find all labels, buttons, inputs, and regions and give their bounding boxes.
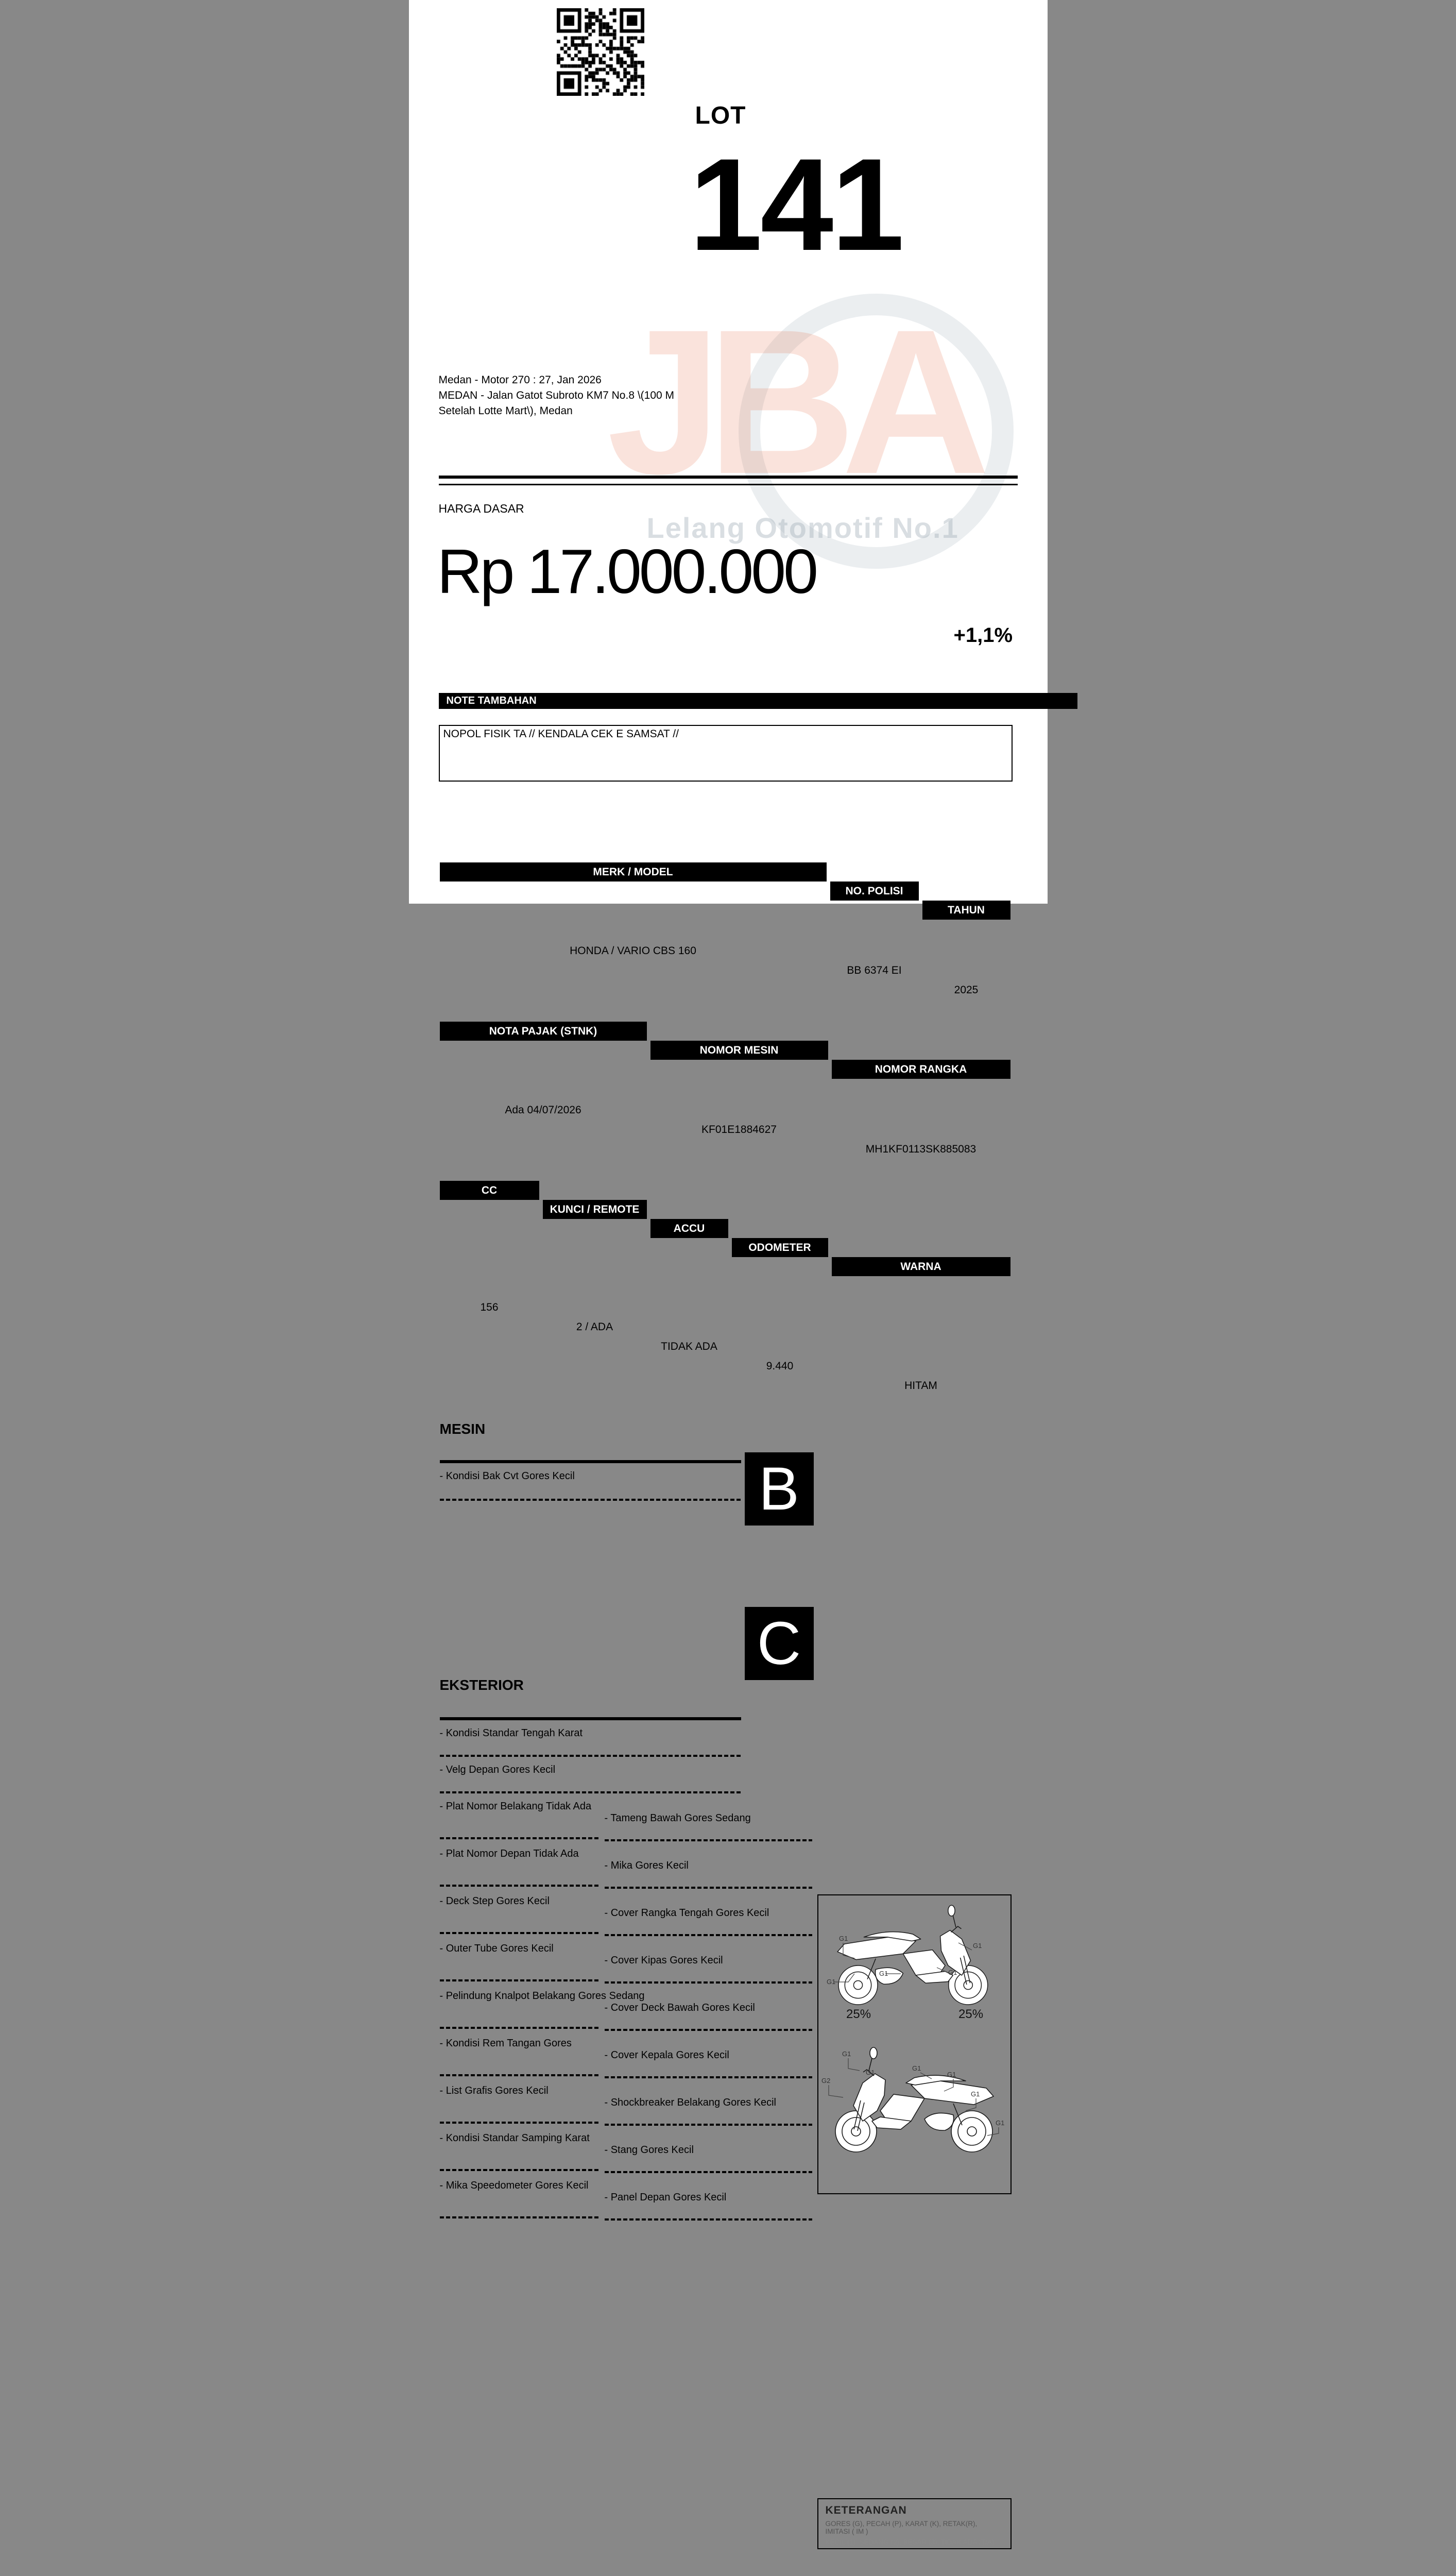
dotted-divider bbox=[605, 1887, 812, 1889]
eksterior-item: - Kondisi Standar Samping Karat bbox=[440, 2132, 1078, 2144]
mesin-item: - Kondisi Bak Cvt Gores Kecil bbox=[440, 1470, 1078, 1482]
dotted-divider bbox=[605, 2124, 812, 2126]
value-nomor-rangka: MH1KF0113SK885083 bbox=[832, 1140, 1010, 1159]
header-cc: CC bbox=[440, 1181, 539, 1200]
dotted-divider bbox=[440, 1499, 741, 1501]
address-line-1: MEDAN - Jalan Gatot Subroto KM7 No.8 \(100 M bbox=[439, 388, 1077, 403]
eksterior-item: - Cover Deck Bawah Gores Kecil bbox=[605, 2002, 1243, 2014]
value-nomor-mesin: KF01E1884627 bbox=[650, 1120, 828, 1140]
auction-line: Medan - Motor 270 : 27, Jan 2026 bbox=[439, 372, 1077, 388]
note-text: NOPOL FISIK TA // KENDALA CEK E SAMSAT // bbox=[440, 726, 1012, 742]
value-tahun: 2025 bbox=[922, 980, 1010, 1000]
dotted-divider bbox=[605, 1839, 812, 1841]
base-price-label: HARGA DASAR bbox=[439, 502, 1077, 516]
damage-label: G1 bbox=[827, 1978, 835, 1986]
keterangan-title: KETERANGAN bbox=[826, 2504, 1003, 2517]
header-nomor-mesin: NOMOR MESIN bbox=[650, 1041, 828, 1060]
dotted-divider bbox=[605, 2076, 812, 2078]
value-kunci-remote: 2 / ADA bbox=[543, 1317, 647, 1337]
eksterior-item: - Tameng Bawah Gores Sedang bbox=[605, 1812, 1243, 1824]
watermark-brand: JBA bbox=[607, 299, 976, 505]
lot-label: LOT bbox=[695, 101, 1334, 130]
damage-label: G1 bbox=[866, 2069, 875, 2076]
damage-label: G1 bbox=[912, 2064, 921, 2072]
auction-lot-sheet bbox=[409, 0, 1048, 904]
value-no-polisi: BB 6374 EI bbox=[830, 961, 919, 980]
note-tambahan-tab: NOTE TAMBAHAN bbox=[439, 693, 1077, 709]
dotted-divider bbox=[440, 1979, 598, 1981]
dotted-divider bbox=[605, 2218, 812, 2221]
header-tahun: TAHUN bbox=[922, 901, 1010, 920]
mesin-rule bbox=[440, 1460, 741, 1463]
tire-wear-left: 25% bbox=[846, 2007, 871, 2021]
dotted-divider bbox=[440, 2169, 598, 2171]
eksterior-item: - Cover Kepala Gores Kecil bbox=[605, 2049, 1243, 2061]
header-accu: ACCU bbox=[650, 1219, 728, 1238]
damage-label: G1 bbox=[996, 2119, 1004, 2127]
value-accu: TIDAK ADA bbox=[650, 1337, 728, 1357]
base-price-value: Rp 17.000.000 bbox=[437, 535, 1076, 607]
eksterior-item: - Plat Nomor Belakang Tidak Ada bbox=[440, 1801, 1078, 1812]
qr-code bbox=[557, 8, 644, 96]
eksterior-item: - Deck Step Gores Kecil bbox=[440, 1895, 1078, 1907]
auction-address-block bbox=[439, 372, 1077, 419]
value-merk-model: HONDA / VARIO CBS 160 bbox=[440, 941, 827, 961]
mesin-section-title: MESIN bbox=[440, 1421, 1078, 1437]
address-line-2: Setelah Lotte Mart\), Medan bbox=[439, 403, 1077, 419]
eksterior-item: - Pelindung Knalpot Belakang Gores Sedang bbox=[440, 1990, 1078, 2002]
dotted-divider bbox=[605, 1934, 812, 1936]
dotted-divider bbox=[440, 1755, 741, 1757]
header-kunci-remote: KUNCI / REMOTE bbox=[543, 1200, 647, 1219]
eksterior-item: - Cover Kipas Gores Kecil bbox=[605, 1955, 1243, 1967]
keterangan-box bbox=[817, 2498, 1012, 2549]
damage-label: G1 bbox=[842, 2050, 851, 2058]
price-change-badge: +1,1% bbox=[954, 624, 1456, 647]
eksterior-item: - Plat Nomor Depan Tidak Ada bbox=[440, 1848, 1078, 1860]
damage-label: G1 bbox=[971, 2090, 980, 2098]
damage-label: G1 bbox=[948, 1969, 957, 1976]
keterangan-line-severity: KECIL (1), SEDANG (2), BESAR (3), TIDAK ADA (T/A) bbox=[826, 2538, 1003, 2546]
dotted-divider bbox=[440, 2074, 598, 2076]
watermark-slogan: Lelang Otomotif No.1 bbox=[647, 511, 959, 545]
dotted-divider bbox=[440, 1791, 741, 1793]
dotted-divider bbox=[440, 1837, 598, 1839]
value-cc: 156 bbox=[440, 1298, 539, 1317]
note-box bbox=[439, 725, 1013, 782]
value-warna: HITAM bbox=[832, 1376, 1010, 1396]
lot-number: 141 bbox=[690, 139, 1328, 270]
dotted-divider bbox=[440, 2216, 598, 2218]
damage-label: G1 bbox=[879, 1970, 888, 1977]
dotted-divider bbox=[605, 2029, 812, 2031]
value-odometer: 9.440 bbox=[732, 1357, 828, 1376]
damage-diagram-box bbox=[817, 1894, 1012, 2194]
eksterior-item: - Kondisi Standar Tengah Karat bbox=[440, 1727, 1078, 1739]
eksterior-section-title: EKSTERIOR bbox=[440, 1677, 1078, 1693]
damage-label: G1 bbox=[839, 1935, 848, 1942]
eksterior-item: - List Grafis Gores Kecil bbox=[440, 2085, 1078, 2097]
header-nota-pajak: NOTA PAJAK (STNK) bbox=[440, 1022, 647, 1041]
damage-label: G1 bbox=[947, 2071, 956, 2078]
eksterior-item: - Cover Rangka Tengah Gores Kecil bbox=[605, 1907, 1243, 1919]
grade-engine-badge: B bbox=[745, 1452, 814, 1526]
eksterior-item: - Velg Depan Gores Kecil bbox=[440, 1764, 1078, 1776]
eksterior-item: - Stang Gores Kecil bbox=[605, 2144, 1243, 2156]
header-no-polisi: NO. POLISI bbox=[830, 882, 919, 901]
header-warna: WARNA bbox=[832, 1257, 1010, 1276]
header-rule-thick bbox=[439, 476, 1018, 479]
value-nota-pajak: Ada 04/07/2026 bbox=[440, 1100, 647, 1120]
tire-wear-right: 25% bbox=[958, 2007, 983, 2021]
damage-label: G1 bbox=[973, 1942, 982, 1950]
watermark-ring bbox=[739, 294, 1014, 569]
motorcycle-damage-diagram bbox=[818, 1895, 1010, 2193]
keterangan-line-damage: GORES (G), PECAH (P), KARAT (K), RETAK(R), IMITASI ( IM ) bbox=[826, 2520, 1003, 2535]
dotted-divider bbox=[440, 2027, 598, 2029]
eksterior-item: - Outer Tube Gores Kecil bbox=[440, 1943, 1078, 1955]
eksterior-item: - Kondisi Rem Tangan Gores bbox=[440, 2038, 1078, 2049]
eksterior-item: - Panel Depan Gores Kecil bbox=[605, 2192, 1243, 2204]
eksterior-item: - Mika Gores Kecil bbox=[605, 1860, 1243, 1872]
damage-label: G2 bbox=[821, 2077, 830, 2084]
scooter-side-view-right bbox=[837, 1905, 988, 2005]
grade-exterior-badge: C bbox=[745, 1607, 814, 1680]
dotted-divider bbox=[440, 2122, 598, 2124]
eksterior-item: - Shockbreaker Belakang Gores Kecil bbox=[605, 2097, 1243, 2109]
header-odometer: ODOMETER bbox=[732, 1238, 828, 1257]
dotted-divider bbox=[605, 2171, 812, 2173]
eksterior-item: - Mika Speedometer Gores Kecil bbox=[440, 2180, 1078, 2192]
header-rule-thin bbox=[439, 484, 1018, 485]
dotted-divider bbox=[605, 1981, 812, 1984]
header-merk-model: MERK / MODEL bbox=[440, 862, 827, 882]
header-nomor-rangka: NOMOR RANGKA bbox=[832, 1060, 1010, 1079]
scooter-side-view-left bbox=[835, 2047, 993, 2152]
dotted-divider bbox=[440, 1885, 598, 1887]
eksterior-rule bbox=[440, 1717, 741, 1720]
dotted-divider bbox=[440, 1932, 598, 1934]
